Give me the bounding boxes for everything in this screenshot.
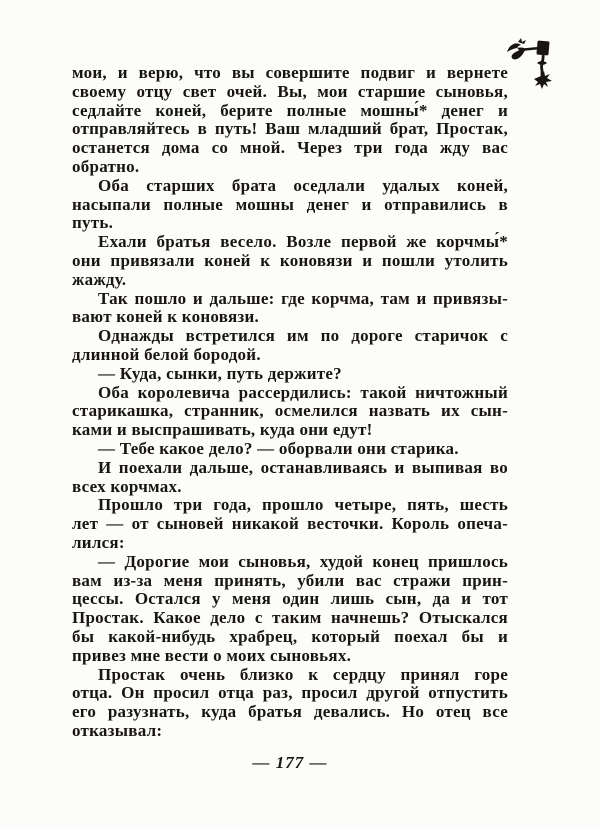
text-line: — Куда, сынки, путь держите? bbox=[98, 363, 342, 383]
text-line: привез мне вести о моих сыновьях. bbox=[72, 645, 352, 665]
text-line: Ехали братья весело. Возле первой же корчмы́* bbox=[98, 232, 508, 252]
page-number: — 177 — bbox=[252, 753, 328, 772]
text-line: всех корчмах. bbox=[72, 476, 182, 496]
text-line: лет — от сыновей никакой весточки. Король опеча- bbox=[72, 514, 508, 534]
text-line: ками и выспрашивать, куда они едут! bbox=[72, 420, 373, 440]
text-line: цессы. Остался у меня один лишь сын, да и тот bbox=[72, 589, 508, 609]
text-line: Оба королевича рассердились: такой ничтожный bbox=[98, 382, 508, 402]
text-line: лился: bbox=[72, 532, 125, 552]
text-line: отправляйтесь в путь! Ваш младший брат, Простак, bbox=[72, 119, 508, 139]
text-line: седлайте коней, берите полные мошны́* денег и bbox=[72, 100, 508, 120]
text-line: жажду. bbox=[72, 269, 127, 289]
text-line: — Тебе какое дело? — оборвали они старика. bbox=[98, 438, 459, 458]
corner-vignette-icon bbox=[504, 36, 554, 90]
text-line: вают коней к коновязи. bbox=[72, 307, 260, 327]
text-line: вам из-за меня принять, убили вас стражи прин- bbox=[72, 570, 508, 590]
text-line: насыпали полные мошны денег и отправились в bbox=[72, 194, 508, 214]
page-text-block bbox=[72, 64, 508, 741]
text-line: И поехали дальше, останавливаясь и выпивая во bbox=[98, 457, 508, 477]
text-line: его разузнать, куда братья девались. Но отец все bbox=[72, 702, 508, 722]
text-line: — Дорогие мои сыновья, худой конец пришлось bbox=[98, 551, 508, 571]
text-line: Оба старших брата оседлали удалых коней, bbox=[98, 175, 508, 195]
text-line: бы какой-нибудь храбрец, который поехал бы и bbox=[72, 626, 508, 646]
text-line: длинной белой бородой. bbox=[72, 344, 261, 364]
text-line: Простак. Какое дело с таким начнешь? Отыскался bbox=[72, 608, 508, 628]
text-line: отказывал: bbox=[72, 720, 163, 740]
text-line: Так пошло и дальше: где корчма, там и привязы- bbox=[98, 288, 508, 308]
corner-vignette-ornament bbox=[504, 36, 554, 90]
text-line: путь. bbox=[72, 213, 114, 233]
text-line: останется дома со мной. Через три года жду вас bbox=[72, 138, 508, 158]
text-line: обратно. bbox=[72, 156, 140, 176]
text-line: отца. Он просил отца раз, просил другой отпустить bbox=[72, 683, 508, 703]
text-line: Однажды встретился им по дороге старичок с bbox=[98, 326, 508, 346]
text-line: Простак очень близко к сердцу принял горе bbox=[98, 664, 508, 684]
text-line: Прошло три года, прошло четыре, пять, шесть bbox=[98, 495, 508, 515]
text-line: мои, и верю, что вы совершите подвиг и вернете bbox=[72, 63, 508, 82]
text-line: старикашка, странник, осмелился назвать их сын- bbox=[72, 401, 508, 421]
text-line: своему отцу свет очей. Вы, мои старшие сыновья, bbox=[72, 81, 508, 101]
text-line: они привязали коней к коновязи и пошли утолить bbox=[72, 250, 508, 270]
